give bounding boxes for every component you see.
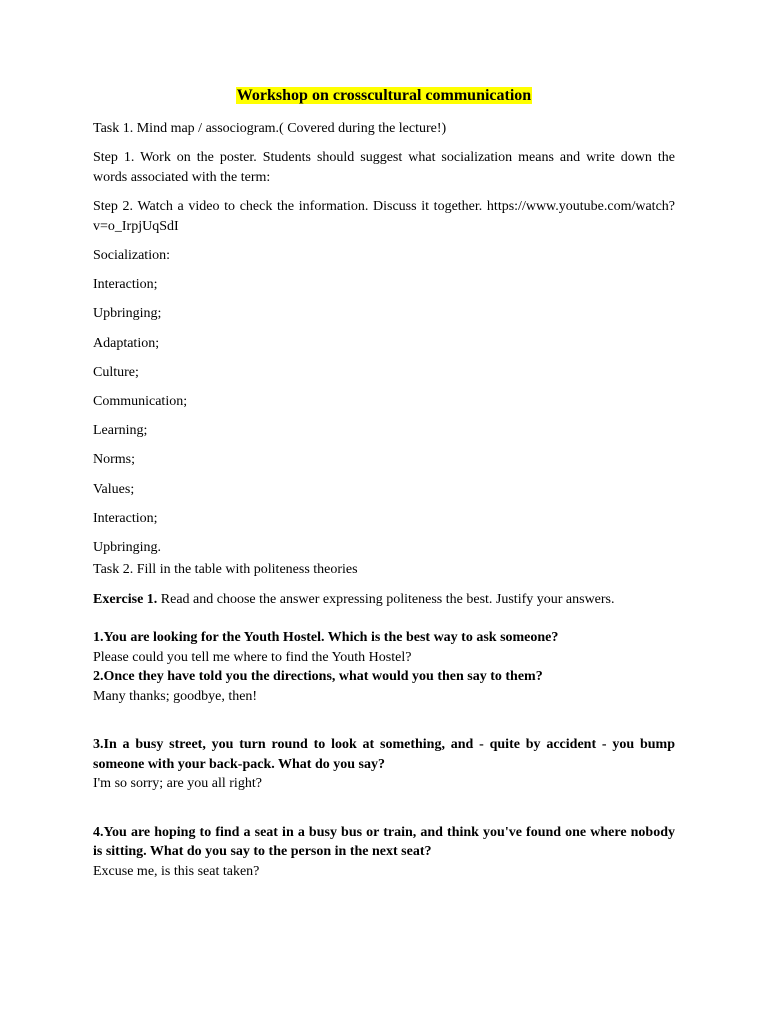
term-item: Upbringing. <box>93 539 162 555</box>
term-item: Values; <box>93 481 135 497</box>
question-text: 3.In a busy street, you turn round to look at something, and - quite by accident - you bump someone with your back-pack. What do you say? <box>93 737 675 772</box>
term-item: Interaction; <box>93 510 158 526</box>
term-item: Adaptation; <box>93 335 160 351</box>
term-item: Interaction; <box>93 277 158 293</box>
question-block <box>93 735 675 794</box>
term-item: Communication; <box>93 393 188 409</box>
step2-paragraph: Step 2. Watch a video to check the information. Discuss it together. https://www.youtube.com/watch?v=o_IrpjUqSdI <box>93 199 675 234</box>
document-title: Workshop on crosscultural communication <box>236 87 532 104</box>
question-text: 1.You are looking for the Youth Hostel. Which is the best way to ask someone? <box>93 630 559 646</box>
term-item: Norms; <box>93 452 135 468</box>
step1-paragraph: Step 1. Work on the poster. Students should suggest what socialization means and write down the words associated with the term: <box>93 150 675 185</box>
question-text: 4.You are hoping to find a seat in a busy bus or train, and think you've found one where nobody is sitting. What do you say to the person in the next seat? <box>93 824 675 860</box>
answer-text: Please could you tell me where to find the Youth Hostel? <box>93 649 412 665</box>
question-text: 2.Once they have told you the directions, what would you then say to them? <box>93 669 543 685</box>
exercise1-line <box>93 590 675 610</box>
question-block <box>93 628 675 706</box>
question-block <box>93 823 675 882</box>
exercise1-label: Exercise 1. <box>93 591 158 607</box>
exercise1-text: Read and choose the answer expressing politeness the best. Justify your answers. <box>157 591 615 607</box>
answer-text: Excuse me, is this seat taken? <box>93 863 260 879</box>
term-item: Upbringing; <box>93 306 162 322</box>
answer-text: I'm so sorry; are you all right? <box>93 776 262 792</box>
terms-list <box>93 246 675 557</box>
title-block <box>93 86 675 107</box>
term-item: Socialization: <box>93 248 170 263</box>
term-item: Learning; <box>93 423 148 439</box>
answer-text: Many thanks; goodbye, then! <box>93 688 258 704</box>
task2-line: Task 2. Fill in the table with politeness theories <box>93 562 358 578</box>
term-item: Culture; <box>93 364 139 380</box>
task1-line: Task 1. Mind map / associogram.( Covered during the lecture!) <box>93 120 447 136</box>
